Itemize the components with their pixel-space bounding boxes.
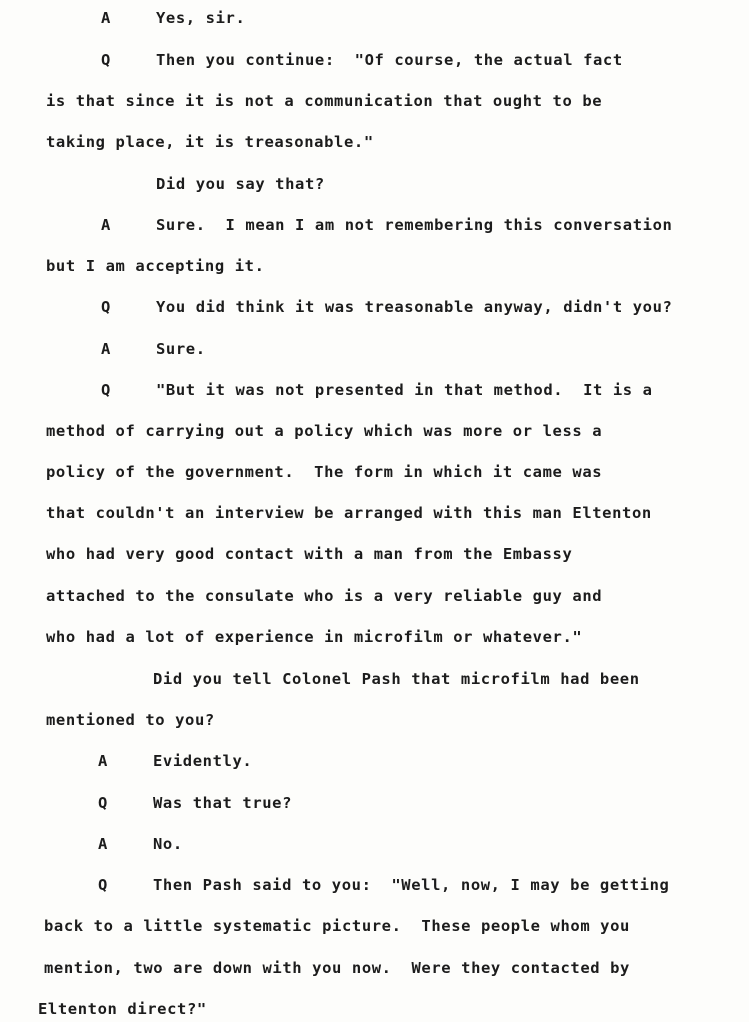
transcript-line: method of carrying out a policy which was more or less a bbox=[46, 422, 603, 440]
speaker-label: Q bbox=[101, 51, 111, 69]
speaker-label: A bbox=[98, 835, 108, 853]
transcript-line: who had very good contact with a man from the Embassy bbox=[46, 545, 573, 563]
transcript-line: policy of the government. The form in which it came was bbox=[46, 463, 603, 481]
transcript-line: that couldn't an interview be arranged with this man Eltenton bbox=[46, 504, 652, 522]
transcript-line: Was that true? bbox=[153, 794, 293, 812]
speaker-label: A bbox=[101, 340, 111, 358]
transcript-line: Evidently. bbox=[153, 752, 253, 770]
speaker-label: A bbox=[101, 216, 111, 234]
speaker-label: Q bbox=[101, 298, 111, 316]
transcript-line: mentioned to you? bbox=[46, 711, 215, 729]
transcript-line: taking place, it is treasonable." bbox=[46, 133, 374, 151]
transcript-line: "But it was not presented in that method. It is a bbox=[156, 381, 653, 399]
transcript-line: Then you continue: "Of course, the actual fact bbox=[156, 51, 623, 69]
transcript-line: Did you say that? bbox=[156, 175, 325, 193]
transcript-line: Eltenton direct?" bbox=[38, 1000, 207, 1018]
transcript-line: mention, two are down with you now. Were they contacted by bbox=[44, 959, 630, 977]
transcript-line: Sure. bbox=[156, 340, 206, 358]
transcript-line: but I am accepting it. bbox=[46, 257, 265, 275]
transcript-line: Then Pash said to you: "Well, now, I may be getting bbox=[153, 876, 670, 894]
transcript-line: Sure. I mean I am not remembering this conversation bbox=[156, 216, 673, 234]
speaker-label: Q bbox=[98, 794, 108, 812]
speaker-label: A bbox=[98, 752, 108, 770]
speaker-label: A bbox=[101, 9, 111, 27]
transcript-line: Yes, sir. bbox=[156, 9, 246, 27]
speaker-label: Q bbox=[101, 381, 111, 399]
transcript-line: attached to the consulate who is a very reliable guy and bbox=[46, 587, 603, 605]
transcript-line: back to a little systematic picture. These people whom you bbox=[44, 917, 630, 935]
transcript-line: No. bbox=[153, 835, 183, 853]
transcript-line: You did think it was treasonable anyway, didn't you? bbox=[156, 298, 673, 316]
transcript-line: who had a lot of experience in microfilm or whatever." bbox=[46, 628, 583, 646]
transcript-line: Did you tell Colonel Pash that microfilm had been bbox=[153, 670, 640, 688]
speaker-label: Q bbox=[98, 876, 108, 894]
transcript-line: is that since it is not a communication that ought to be bbox=[46, 92, 603, 110]
